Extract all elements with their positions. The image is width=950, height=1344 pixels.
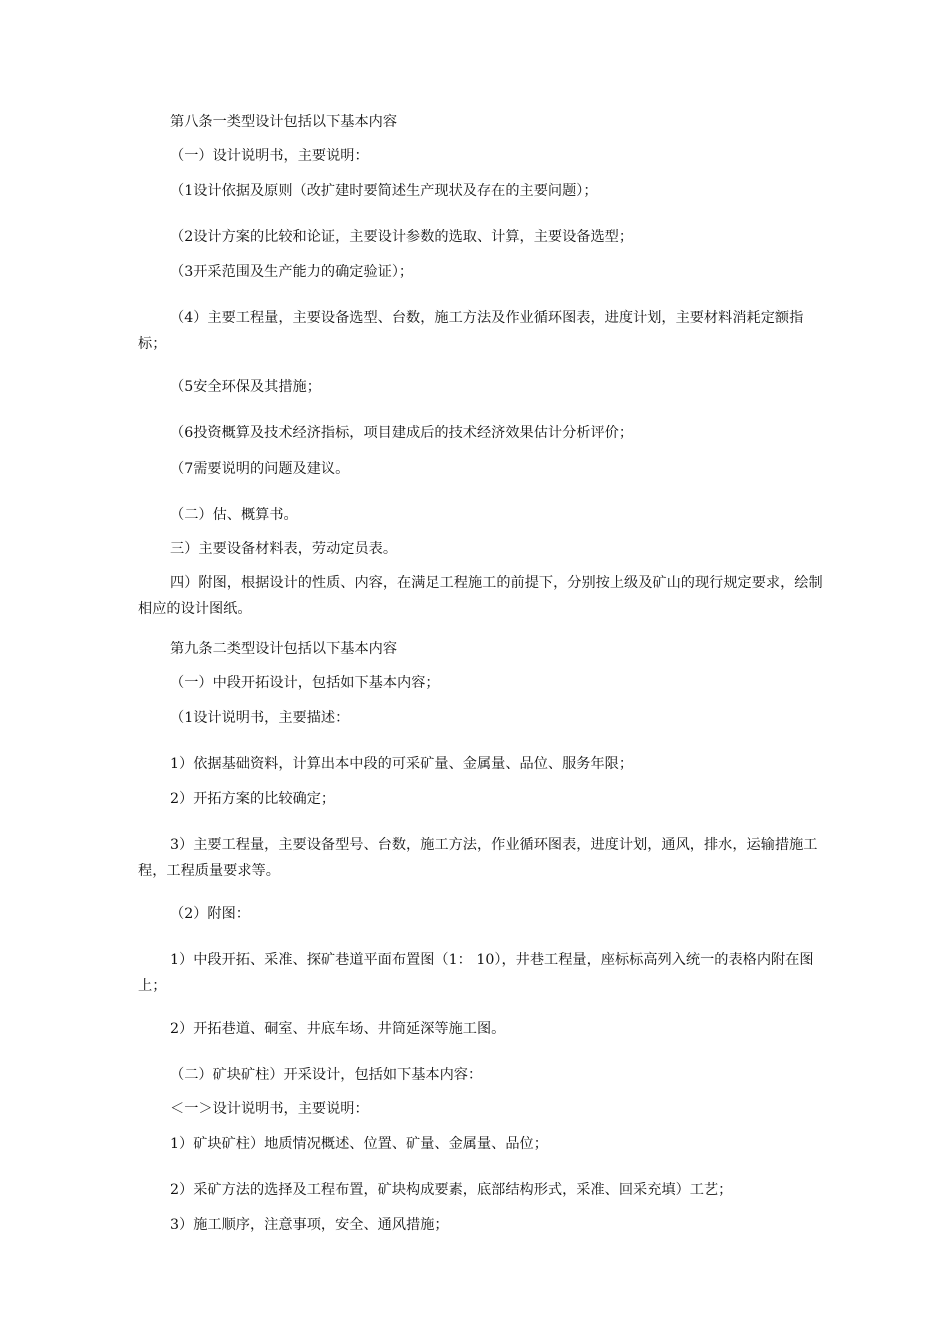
paragraph: 三）主要设备材料表，劳动定员表。: [170, 541, 398, 557]
paragraph: （二）估、概算书。: [170, 507, 298, 523]
paragraph: （2设计方案的比较和论证，主要设计参数的选取、计算，主要设备选型；: [170, 229, 634, 245]
paragraph: （4）主要工程量，主要设备选型、台数，施工方法及作业循环图表，进度计划，主要材料消耗定额指标；: [138, 310, 804, 352]
paragraph: （5安全环保及其措施；: [170, 379, 321, 395]
paragraph: ＜一＞设计说明书，主要说明：: [170, 1101, 369, 1117]
paragraph: 2）开拓巷道、硐室、井底车场、井筒延深等施工图。: [170, 1021, 506, 1037]
paragraph: 3）主要工程量，主要设备型号、台数，施工方法，作业循环图表，进度计划，通风，排水，运输措施工程，工程质量要求等。: [138, 837, 818, 879]
paragraph-article-8: 第八条一类型设计包括以下基本内容: [170, 114, 398, 130]
paragraph: 1）矿块矿柱）地质情况概述、位置、矿量、金属量、品位；: [170, 1136, 548, 1152]
paragraph: （一）中段开拓设计，包括如下基本内容；: [170, 675, 440, 691]
paragraph: （1设计说明书，主要描述：: [170, 710, 350, 726]
paragraph: （一）设计说明书，主要说明：: [170, 148, 369, 164]
paragraph: 2）采矿方法的选择及工程布置，矿块构成要素，底部结构形式，采准、回采充填）工艺；: [170, 1182, 733, 1198]
paragraph: （6投资概算及技术经济指标，项目建成后的技术经济效果估计分析评价；: [170, 425, 634, 441]
paragraph: 3）施工顺序，注意事项，安全、通风措施；: [170, 1217, 449, 1233]
paragraph: 四）附图，根据设计的性质、内容，在满足工程施工的前提下，分别按上级及矿山的现行规定要求，绘制相应的设计图纸。: [138, 575, 823, 617]
paragraph: （7需要说明的问题及建议。: [170, 461, 350, 477]
paragraph: 1）中段开拓、采准、探矿巷道平面布置图（1： 10），井巷工程量，座标标高列入统一的表格内附在图上；: [138, 952, 814, 994]
paragraph: （2）附图：: [170, 906, 250, 922]
paragraph: 2）开拓方案的比较确定；: [170, 791, 336, 807]
paragraph: （3开采范围及生产能力的确定验证）；: [170, 264, 414, 280]
paragraph: （1设计依据及原则（改扩建时要简述生产现状及存在的主要问题）；: [170, 183, 598, 199]
paragraph: 1）依据基础资料，计算出本中段的可采矿量、金属量、品位、服务年限；: [170, 756, 634, 772]
paragraph-article-9: 第九条二类型设计包括以下基本内容: [170, 641, 398, 657]
paragraph: （二）矿块矿柱）开采设计，包括如下基本内容：: [170, 1067, 483, 1083]
